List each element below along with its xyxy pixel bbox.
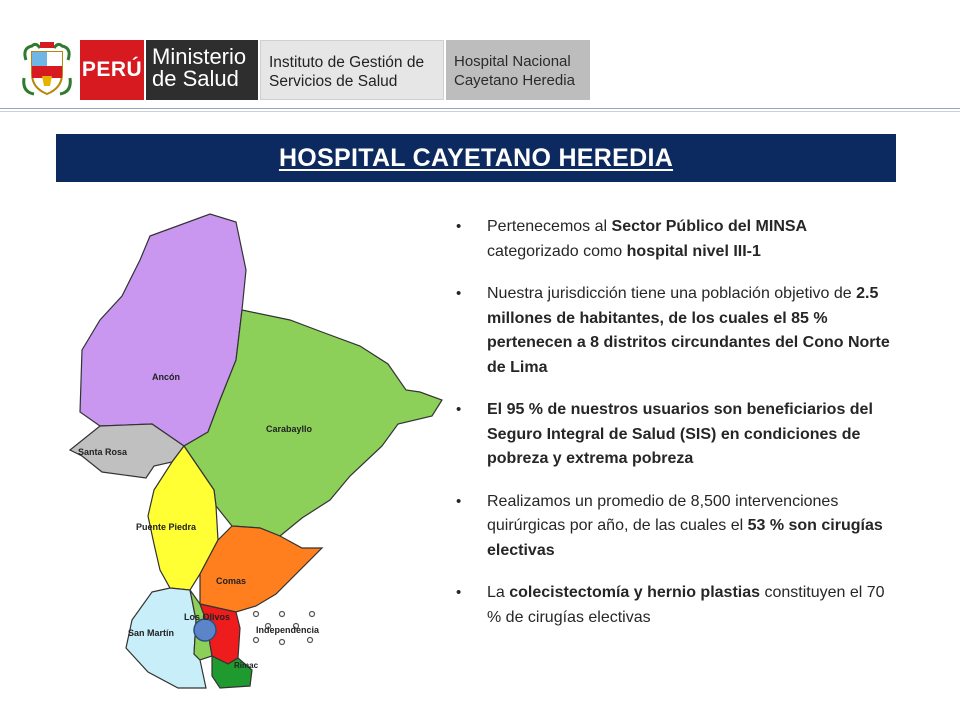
bullet-item — [452, 282, 902, 380]
coat-of-arms-icon — [18, 38, 76, 100]
bullet-text: categorizado como — [487, 242, 627, 260]
label-carabayllo: Carabayllo — [266, 424, 313, 434]
header — [0, 0, 960, 110]
instituto-logo — [260, 40, 444, 100]
ministerio-logo — [146, 40, 258, 100]
hospital-logo — [446, 40, 590, 100]
bullet-list — [452, 215, 902, 648]
bullet-dot-icon: • — [456, 401, 462, 418]
ministerio-line2: de Salud — [152, 66, 239, 91]
bullet-item — [452, 215, 902, 264]
header-divider-secondary — [0, 111, 960, 112]
ministerio-line1: Ministerio — [152, 44, 247, 69]
bullet-text: El 95 % de nuestros usuarios son beneficiarios del Seguro Integral de Salud (SIS) en condiciones de pobreza y extrema pobreza — [487, 401, 873, 467]
bullet-text: Pertenecemos al — [487, 218, 612, 235]
instituto-line1: Instituto de Gestión de — [269, 54, 425, 71]
label-santa-rosa: Santa Rosa — [78, 447, 128, 457]
label-rimac: Rimac — [234, 661, 259, 670]
bullet-text: 53 % son cirugías electivas — [487, 517, 883, 559]
bullet-text: hospital nivel III-1 — [626, 242, 761, 260]
bullet-item — [452, 398, 902, 472]
district-comas — [200, 526, 322, 612]
label-los-olivos: Los Olivos — [184, 612, 231, 622]
label-independencia: Independencia — [256, 625, 320, 635]
bullet-text: 2.5 millones de habitantes, de los cuales el 85 % pertenecen a 8 distritos circundantes del Cono Norte de Lima — [487, 285, 890, 376]
bullet-item — [452, 490, 902, 564]
page-title: HOSPITAL CAYETANO HEREDIA — [278, 143, 674, 172]
hospital-marker-icon — [194, 619, 216, 641]
bullet-item — [452, 581, 902, 630]
title-bar — [56, 134, 896, 182]
hospital-line1: Hospital Nacional — [454, 53, 571, 70]
district-map — [60, 200, 460, 700]
bullet-dot-icon: • — [456, 285, 462, 302]
bullet-text: La — [487, 584, 510, 601]
label-puente-piedra: Puente Piedra — [136, 522, 197, 532]
bullet-text: Nuestra jurisdicción tiene una población objetivo de — [487, 285, 857, 302]
label-san-martin: San Martín — [128, 628, 175, 638]
bullet-dot-icon: • — [456, 218, 462, 235]
peru-logo — [80, 40, 144, 100]
bullet-text: colecistectomía y hernio plastias — [509, 584, 761, 601]
bullet-text: Sector Público del MINSA — [611, 218, 808, 235]
bullet-dot-icon: • — [456, 492, 462, 510]
peru-label: PERÚ — [81, 58, 143, 81]
label-comas: Comas — [216, 576, 247, 586]
instituto-line2: Servicios de Salud — [269, 73, 398, 90]
hospital-line2: Cayetano Heredia — [454, 72, 575, 89]
bullet-text: Realizamos un promedio de 8,500 intervenciones quirúrgicas por año, de las cuales el — [487, 492, 839, 534]
bullet-dot-icon: • — [456, 584, 462, 601]
header-divider — [0, 108, 960, 109]
bullet-text: constituyen el 70 % de cirugías electivas — [487, 584, 885, 626]
label-ancon: Ancón — [152, 372, 180, 382]
